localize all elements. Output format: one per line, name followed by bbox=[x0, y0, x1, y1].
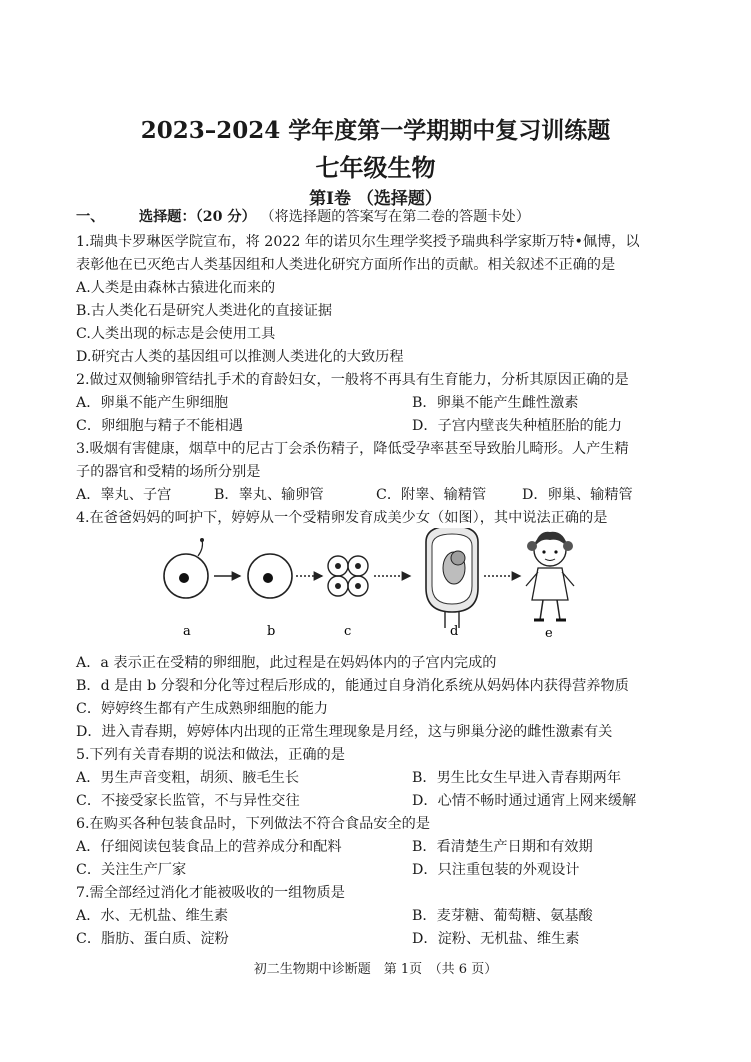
q4-option-d: D．进入青春期，婷婷体内出现的正常生理现象是月经，这与卵巢分泌的雌性激素有关 bbox=[76, 724, 613, 740]
q2-option-a: A．卵巢不能产生卵细胞 bbox=[76, 395, 229, 411]
q3-option-c: C．附睾、输精管 bbox=[376, 487, 487, 503]
q1-option-c: C.人类出现的标志是会使用工具 bbox=[76, 326, 276, 342]
section-note: （将选择题的答案写在第二卷的答题卡处） bbox=[260, 209, 530, 225]
q5-stem: 5.下列有关青春期的说法和做法，正确的是 bbox=[76, 747, 345, 763]
q4-option-a: A．a 表示正在受精的卵细胞，此过程是在妈妈体内的子宫内完成的 bbox=[76, 655, 497, 671]
q2-stem: 2.做过双侧输卵管结扎手术的育龄妇女，一般将不再具有生育能力，分析其原因正确的是 bbox=[76, 372, 629, 388]
q3-option-b: B．睾丸、输卵管 bbox=[214, 487, 324, 503]
stage-c-four-cells bbox=[328, 556, 368, 596]
q7-option-c: C．脂肪、蛋白质、淀粉 bbox=[76, 931, 229, 947]
q2-option-d: D．子宫内壁丧失种植胚胎的能力 bbox=[412, 418, 623, 434]
q2-option-c: C．卵细胞与精子不能相遇 bbox=[76, 418, 243, 434]
figure-label-e: e bbox=[545, 626, 553, 641]
q3-stem-line2: 子的器官和受精的场所分别是 bbox=[76, 464, 261, 480]
q7-option-b: B．麦芽糖、葡萄糖、氨基酸 bbox=[412, 908, 593, 924]
figure-label-c: c bbox=[344, 624, 352, 639]
q2-option-b: B．卵巢不能产生雌性激素 bbox=[412, 395, 579, 411]
stage-d-fetus-in-uterus bbox=[426, 528, 478, 628]
q4-stem: 4.在爸爸妈妈的呵护下，婷婷从一个受精卵发育成美少女（如图），其中说法正确的是 bbox=[76, 510, 608, 526]
q6-option-b: B．看清楚生产日期和有效期 bbox=[412, 839, 593, 855]
page-footer: 初二生物期中诊断题 第 1页 （共 6 页） bbox=[253, 962, 498, 977]
q1-stem-line1: 1.瑞典卡罗琳医学院宣布，将 2022 年的诺贝尔生理学奖授予瑞典科学家斯万特•佩博，以 bbox=[76, 234, 640, 250]
q5-option-d: D．心情不畅时通过通宵上网来缓解 bbox=[412, 793, 637, 809]
q7-option-a: A．水、无机盐、维生素 bbox=[76, 908, 229, 924]
q1-option-b: B.古人类化石是研究人类进化的直接证据 bbox=[76, 303, 333, 319]
q1-stem-line2: 表彰他在已灭绝古人类基因组和人类进化研究方面所作出的贡献。相关叙述不正确的是 bbox=[76, 257, 616, 273]
q1-option-a: A.人类是由森林古猿进化而来的 bbox=[76, 280, 276, 296]
stage-b-cell bbox=[248, 554, 292, 598]
stage-e-girl bbox=[526, 532, 574, 620]
section-label: 选择题：（20 分） bbox=[138, 209, 256, 225]
q3-stem-line1: 3.吸烟有害健康，烟草中的尼古丁会杀伤精子，降低受孕率甚至导致胎儿畸形。人产生精 bbox=[76, 441, 629, 457]
section-number: 一、 bbox=[76, 209, 105, 225]
figure-label-b: b bbox=[267, 624, 276, 639]
q5-option-c: C．不接受家长监管，不与异性交往 bbox=[76, 793, 300, 809]
q3-option-d: D．卵巢、输精管 bbox=[522, 487, 633, 503]
q6-stem: 6.在购买各种包装食品时，下列做法不符合食品安全的是 bbox=[76, 816, 431, 832]
q5-option-b: B．男生比女生早进入青春期两年 bbox=[412, 770, 622, 786]
section-heading bbox=[76, 206, 530, 228]
stage-a-zygote bbox=[164, 538, 208, 598]
development-figure bbox=[140, 528, 580, 648]
q7-option-d: D．淀粉、无机盐、维生素 bbox=[412, 931, 580, 947]
exam-title: 2023–2024 学年度第一学期期中复习训练题 bbox=[140, 117, 611, 144]
q4-option-c: C．婷婷终生都有产生成熟卵细胞的能力 bbox=[76, 701, 329, 717]
q5-option-a: A．男生声音变粗，胡须、腋毛生长 bbox=[76, 770, 300, 786]
q6-option-c: C．关注生产厂家 bbox=[76, 862, 187, 878]
q4-option-b: B．d 是由 b 分裂和分化等过程后形成的，能通过自身消化系统从妈妈体内获得营养物质 bbox=[76, 678, 629, 694]
volume-heading: 第Ⅰ卷 （选择题） bbox=[309, 189, 442, 209]
q1-option-d: D.研究古人类的基因组可以推测人类进化的大致历程 bbox=[76, 349, 404, 365]
exam-subtitle: 七年级生物 bbox=[315, 153, 436, 182]
q3-option-a: A．睾丸、子宫 bbox=[76, 487, 172, 503]
q7-stem: 7.需全部经过消化才能被吸收的一组物质是 bbox=[76, 885, 345, 901]
q6-option-a: A．仔细阅读包装食品上的营养成分和配料 bbox=[76, 839, 342, 855]
figure-label-d: d bbox=[450, 624, 459, 639]
figure-label-a: a bbox=[183, 624, 191, 639]
q6-option-d: D．只注重包装的外观设计 bbox=[412, 862, 580, 878]
